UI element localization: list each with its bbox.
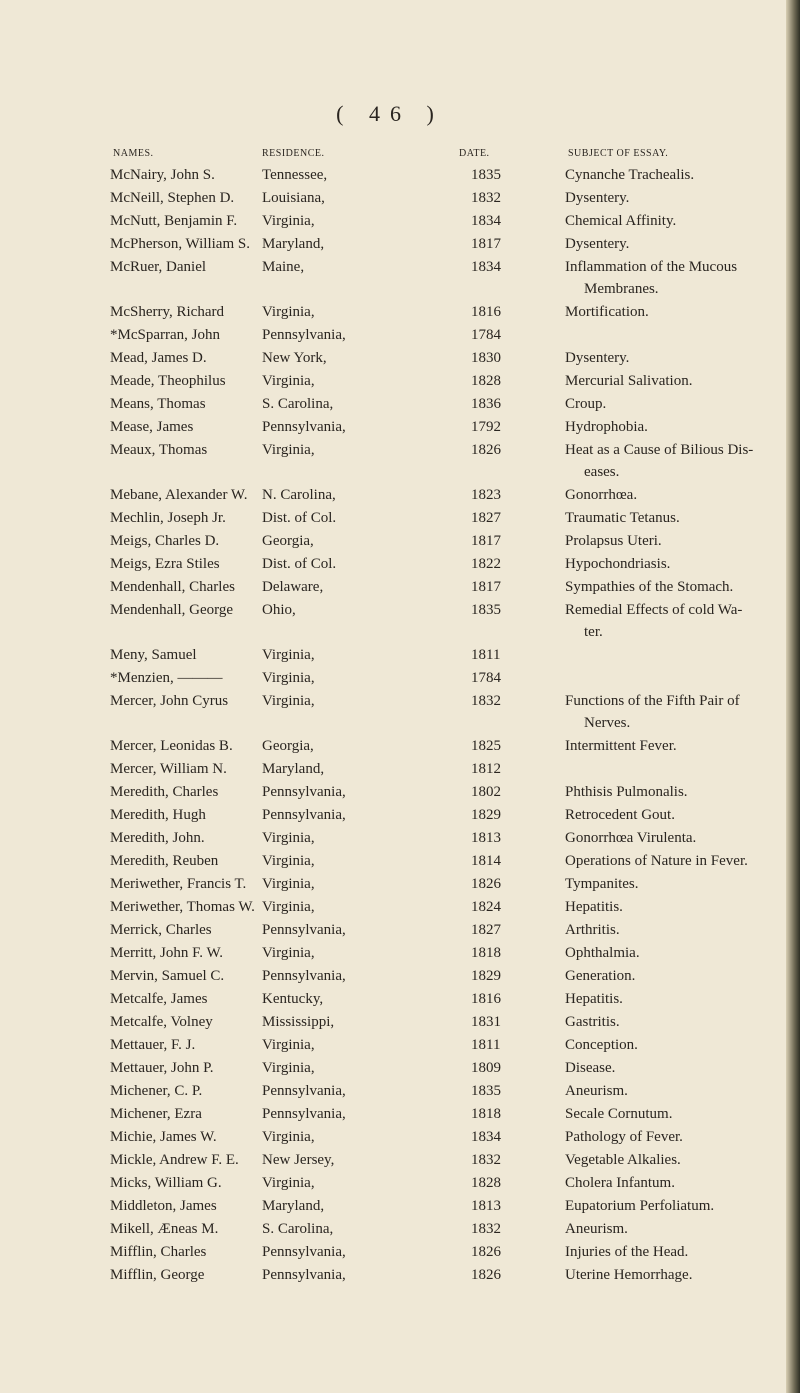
entry-residence: Virginia, [262,442,315,458]
entry-date: 1834 [471,259,501,275]
entry-name: Michener, C. P. [110,1083,203,1099]
entry-name: Mifflin, George [110,1267,205,1283]
entry-date: 1816 [471,991,501,1007]
list-item [0,324,780,347]
entry-subject [565,530,775,552]
entry-date: 1835 [471,167,501,183]
entry-subject [565,439,775,483]
entry-subject-line: Croup. [565,396,607,412]
entry-date: 1830 [471,350,501,366]
entry-subject-line: Uterine Hemorrhage. [565,1267,693,1283]
entry-residence: Virginia, [262,1129,315,1145]
list-item [0,1172,780,1195]
entry-subject-line: Eupatorium Perfoliatum. [565,1198,715,1214]
entry-subject [565,416,775,438]
list-item [0,553,780,576]
entry-residence: Virginia, [262,945,315,961]
entry-date: 1824 [471,899,501,915]
entry-name: McPherson, William S. [110,236,250,252]
entry-subject-line: Gonorrhœa. [565,487,638,503]
entry-residence: Virginia, [262,373,315,389]
entry-name: Meriwether, Thomas W. [110,899,255,915]
list-item [0,599,780,644]
entry-subject [565,576,775,598]
list-item [0,393,780,416]
entry-name: Meigs, Ezra Stiles [110,556,220,572]
list-item [0,735,780,758]
entry-residence: Pennsylvania, [262,419,346,435]
entry-name: Middleton, James [110,1198,217,1214]
entry-subject-line: Hepatitis. [565,899,623,915]
list-item [0,919,780,942]
entry-date: 1818 [471,1106,501,1122]
entry-residence: Pennsylvania, [262,327,346,343]
list-item [0,439,780,484]
entry-subject [565,210,775,232]
entry-date: 1814 [471,853,501,869]
entry-subject [565,690,775,734]
list-item [0,530,780,553]
entry-residence: Dist. of Col. [262,556,337,572]
entry-subject [565,1034,775,1056]
entry-subject-line: Aneurism. [565,1221,628,1237]
entry-name: Mead, James D. [110,350,207,366]
entry-subject-line: Dysentery. [565,190,630,206]
entry-subject [565,850,775,872]
entry-date: 1822 [471,556,501,572]
entry-subject [565,919,775,941]
list-item [0,1011,780,1034]
list-item [0,256,780,301]
list-item [0,1126,780,1149]
entry-date: 1832 [471,1152,501,1168]
entry-subject-line: Heat as a Cause of Bilious Dis- [565,442,754,458]
entry-name: Mettauer, John P. [110,1060,214,1076]
entry-subject-line: Ophthalmia. [565,945,640,961]
entry-subject [565,896,775,918]
entry-residence: S. Carolina, [262,396,334,412]
entry-date: 1831 [471,1014,501,1030]
entry-subject [565,233,775,255]
entry-subject-continuation: ter. [584,624,603,640]
entry-date: 1826 [471,442,501,458]
entry-subject-line: Mercurial Salivation. [565,373,693,389]
header-residence: RESIDENCE. [262,148,325,159]
list-item [0,507,780,530]
entry-name: *Menzien, ——— [110,670,223,686]
entry-subject-line: Hydrophobia. [565,419,648,435]
entry-subject-continuation: Nerves. [584,715,631,731]
entry-subject-line: Arthritis. [565,922,620,938]
list-item [0,1241,780,1264]
entry-residence: Pennsylvania, [262,922,346,938]
entry-name: Meade, Theophilus [110,373,226,389]
entry-residence: Pennsylvania, [262,1267,346,1283]
entry-date: 1784 [471,327,501,343]
entry-subject-line: Retrocedent Gout. [565,807,675,823]
entry-name: Meredith, John. [110,830,205,846]
entry-residence: Virginia, [262,647,315,663]
list-item [0,942,780,965]
entry-subject [565,256,775,300]
entry-subject [565,1264,775,1286]
entry-subject [565,965,775,987]
list-item [0,965,780,988]
entry-subject-line: Disease. [565,1060,616,1076]
entry-subject-line: Aneurism. [565,1083,628,1099]
entry-date: 1825 [471,738,501,754]
entry-name: Mervin, Samuel C. [110,968,225,984]
entry-date: 1811 [471,1037,501,1053]
entry-date: 1812 [471,761,501,777]
entry-name: Meigs, Charles D. [110,533,220,549]
entry-date: 1813 [471,1198,501,1214]
list-item [0,187,780,210]
entry-subject-line: Cynanche Trachealis. [565,167,695,183]
entry-name: Mease, James [110,419,194,435]
entry-name: McRuer, Daniel [110,259,207,275]
entry-subject [565,781,775,803]
entry-subject-line: Gastritis. [565,1014,620,1030]
entry-residence: N. Carolina, [262,487,336,503]
entry-subject-line: Prolapsus Uteri. [565,533,662,549]
entry-residence: Pennsylvania, [262,807,346,823]
entry-residence: Virginia, [262,1175,315,1191]
entry-residence: Georgia, [262,533,314,549]
entry-name: Mechlin, Joseph Jr. [110,510,226,526]
entry-subject-line: Mortification. [565,304,649,320]
entry-subject [565,1149,775,1171]
entry-date: 1829 [471,968,501,984]
entry-subject-line: Inflammation of the Mucous [565,259,738,275]
list-item [0,1218,780,1241]
entry-residence: Georgia, [262,738,314,754]
entry-residence: Louisiana, [262,190,325,206]
entry-date: 1829 [471,807,501,823]
list-item [0,210,780,233]
entry-residence: Virginia, [262,1037,315,1053]
entry-subject-line: Sympathies of the Stomach. [565,579,734,595]
entry-subject-continuation: Membranes. [584,281,659,297]
entry-date: 1832 [471,190,501,206]
entry-subject [565,1241,775,1263]
entry-subject [565,553,775,575]
entry-subject-line: Cholera Infantum. [565,1175,675,1191]
entry-subject [565,187,775,209]
list-item [0,758,780,781]
entry-residence: Mississippi, [262,1014,335,1030]
entry-subject-line: Dysentery. [565,236,630,252]
entry-name: Mickle, Andrew F. E. [110,1152,239,1168]
entry-residence: Virginia, [262,830,315,846]
page-edge [786,0,800,1393]
entry-name: Meredith, Hugh [110,807,206,823]
entry-date: 1827 [471,510,501,526]
entry-date: 1827 [471,922,501,938]
entry-residence: Virginia, [262,304,315,320]
entry-subject-line: Hepatitis. [565,991,623,1007]
entry-date: 1832 [471,1221,501,1237]
entry-date: 1818 [471,945,501,961]
entry-subject [565,1172,775,1194]
entry-date: 1828 [471,373,501,389]
entry-residence: Maryland, [262,761,325,777]
list-item [0,1195,780,1218]
list-item [0,164,780,187]
entry-name: McNairy, John S. [110,167,215,183]
entry-date: 1784 [471,670,501,686]
entry-residence: Pennsylvania, [262,968,346,984]
entry-name: Mendenhall, George [110,602,234,618]
entry-date: 1811 [471,647,501,663]
entry-residence: Tennessee, [262,167,328,183]
entry-subject [565,873,775,895]
list-item [0,896,780,919]
list-item [0,416,780,439]
entry-residence: Virginia, [262,213,315,229]
entry-name: Means, Thomas [110,396,206,412]
entry-date: 1813 [471,830,501,846]
entry-residence: Virginia, [262,876,315,892]
entry-name: Meaux, Thomas [110,442,208,458]
list-item [0,1264,780,1287]
entry-subject-line: Phthisis Pulmonalis. [565,784,688,800]
entry-subject [565,507,775,529]
entry-subject [565,370,775,392]
entry-subject-line: Vegetable Alkalies. [565,1152,681,1168]
entry-subject [565,804,775,826]
entry-name: McNutt, Benjamin F. [110,213,238,229]
entry-subject [565,827,775,849]
entry-subject [565,1195,775,1217]
list-item [0,370,780,393]
entry-date: 1816 [471,304,501,320]
entry-residence: Ohio, [262,602,296,618]
list-item [0,1034,780,1057]
entry-date: 1832 [471,693,501,709]
entry-subject-line: Tympanites. [565,876,639,892]
entry-date: 1834 [471,213,501,229]
entry-name: Mercer, John Cyrus [110,693,229,709]
entry-subject [565,1011,775,1033]
entry-subject-line: Intermittent Fever. [565,738,677,754]
list-item [0,233,780,256]
list-item [0,576,780,599]
entry-residence: Pennsylvania, [262,1244,346,1260]
entry-date: 1834 [471,1129,501,1145]
entry-residence: Pennsylvania, [262,1106,346,1122]
entry-date: 1802 [471,784,501,800]
column-headers [0,148,780,162]
entry-residence: New Jersey, [262,1152,335,1168]
entry-subject [565,942,775,964]
entry-subject [565,988,775,1010]
list-item [0,347,780,370]
entry-subject-line: Generation. [565,968,636,984]
list-item [0,850,780,873]
entry-date: 1809 [471,1060,501,1076]
entry-name: Mercer, William N. [110,761,227,777]
entry-name: Micks, William G. [110,1175,222,1191]
entry-name: Mettauer, F. J. [110,1037,196,1053]
entry-name: *McSparran, John [110,327,220,343]
entry-name: Michie, James W. [110,1129,217,1145]
entry-date: 1826 [471,1267,501,1283]
header-subject: SUBJECT OF ESSAY. [568,148,669,159]
list-item [0,988,780,1011]
entry-date: 1826 [471,876,501,892]
header-date: DATE. [459,148,490,159]
entry-name: Meny, Samuel [110,647,197,663]
entry-name: Merrick, Charles [110,922,212,938]
entry-subject-line: Traumatic Tetanus. [565,510,680,526]
entry-residence: Maine, [262,259,305,275]
entries-list [0,164,780,1287]
entry-subject [565,599,775,643]
list-item [0,484,780,507]
entry-residence: Virginia, [262,693,315,709]
entry-date: 1792 [471,419,501,435]
entry-subject [565,735,775,757]
list-item [0,644,780,667]
entry-residence: Virginia, [262,670,315,686]
entry-residence: Delaware, [262,579,324,595]
list-item [0,667,780,690]
entry-subject-line: Dysentery. [565,350,630,366]
entry-date: 1817 [471,579,501,595]
entry-residence: New York, [262,350,327,366]
entry-date: 1817 [471,533,501,549]
entry-name: Merritt, John F. W. [110,945,223,961]
entry-subject-continuation: eases. [584,464,620,480]
list-item [0,1080,780,1103]
entry-name: Mikell, Æneas M. [110,1221,219,1237]
entry-date: 1836 [471,396,501,412]
entry-residence: Pennsylvania, [262,784,346,800]
entry-name: Meredith, Reuben [110,853,219,869]
entry-subject-line: Secale Cornutum. [565,1106,673,1122]
entry-name: Metcalfe, Volney [110,1014,213,1030]
entry-subject [565,301,775,323]
entry-subject-line: Remedial Effects of cold Wa- [565,602,743,618]
entry-residence: Dist. of Col. [262,510,337,526]
entry-date: 1835 [471,1083,501,1099]
entry-subject [565,164,775,186]
entry-subject [565,1103,775,1125]
page-number: ( 46 ) [336,101,444,126]
entry-subject [565,1080,775,1102]
entry-name: Michener, Ezra [110,1106,202,1122]
entry-residence: Virginia, [262,899,315,915]
entry-residence: Pennsylvania, [262,1083,346,1099]
list-item [0,301,780,324]
entry-subject-line: Chemical Affinity. [565,213,677,229]
entry-date: 1835 [471,602,501,618]
entry-subject-line: Gonorrhœa Virulenta. [565,830,697,846]
entry-name: Mifflin, Charles [110,1244,207,1260]
list-item [0,1103,780,1126]
entry-residence: Maryland, [262,1198,325,1214]
entry-residence: Virginia, [262,1060,315,1076]
entry-name: Mercer, Leonidas B. [110,738,233,754]
header-names: NAMES. [113,148,154,159]
entry-name: McSherry, Richard [110,304,224,320]
entry-subject [565,1057,775,1079]
entry-residence: Virginia, [262,853,315,869]
entry-name: Metcalfe, James [110,991,208,1007]
list-item [0,781,780,804]
entry-residence: S. Carolina, [262,1221,334,1237]
entry-subject-line: Pathology of Fever. [565,1129,683,1145]
entry-subject-line: Injuries of the Head. [565,1244,689,1260]
entry-name: McNeill, Stephen D. [110,190,235,206]
entry-name: Mebane, Alexander W. [110,487,248,503]
entry-subject [565,347,775,369]
entry-subject-line: Conception. [565,1037,638,1053]
entry-subject [565,1126,775,1148]
entry-date: 1817 [471,236,501,252]
entry-residence: Kentucky, [262,991,324,1007]
list-item [0,873,780,896]
entry-name: Meredith, Charles [110,784,219,800]
entry-subject-line: Operations of Nature in Fever. [565,853,748,869]
entry-date: 1823 [471,487,501,503]
list-item [0,804,780,827]
list-item [0,1149,780,1172]
entry-subject [565,484,775,506]
entry-subject-line: Functions of the Fifth Pair of [565,693,740,709]
entry-name: Mendenhall, Charles [110,579,235,595]
entry-date: 1828 [471,1175,501,1191]
list-item [0,827,780,850]
entry-subject-line: Hypochondriasis. [565,556,671,572]
list-item [0,690,780,735]
entry-subject [565,1218,775,1240]
list-item [0,1057,780,1080]
entry-name: Meriwether, Francis T. [110,876,247,892]
entry-residence: Maryland, [262,236,325,252]
entry-subject [565,393,775,415]
entry-date: 1826 [471,1244,501,1260]
